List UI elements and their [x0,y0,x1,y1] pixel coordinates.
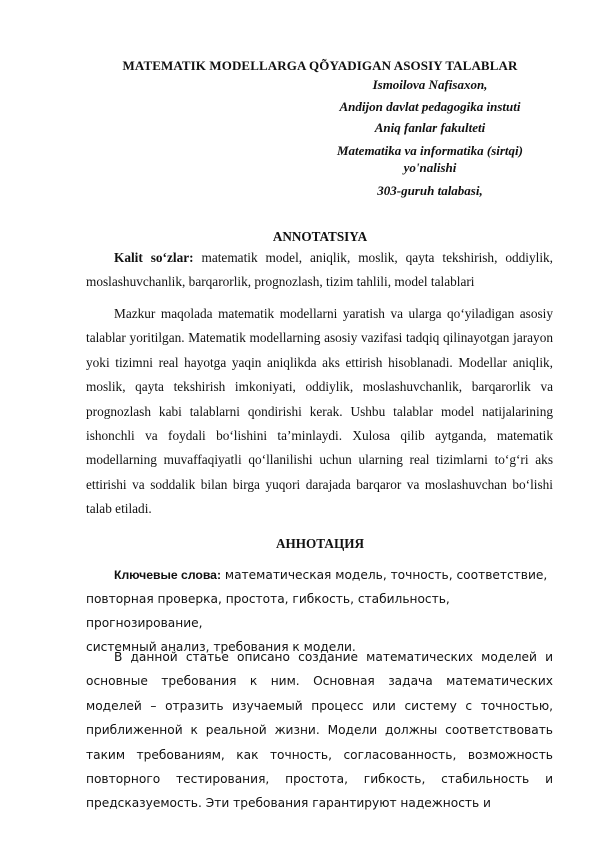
author-program [330,142,530,176]
keywords-ru-text-2: повторная проверка, простота, гибкость, стабильность, прогнозирование, [86,592,450,630]
author-faculty: Aniq fanlar fakulteti [374,120,486,135]
author-program-line1: Matematika va informatika (sirtqi) [337,142,523,158]
keywords-ru-label: Ключевые слова: [114,568,222,582]
keywords-uz [86,246,553,295]
abstract-ru-body: В данной статье описано создание математических моделей и основные требования к ним. Основная задача математических моделей – отразить изучаемый процесс или систему с точностью, приближенной к реальной жизни. Модели должны соответствовать таким требованиям, как точность, согласованность, возможность повторного тестирования, простота, гибкость, стабильность и предсказуемость. Эти требования гарантируют надежность и [86,650,553,811]
keywords-ru-line1 [86,563,553,587]
abstract-uz-body: Mazkur maqolada matematik modellarni yaratish va ularga qo‘yiladigan asosiy talablar yoritilgan. Matematik modellarning asosiy vazifasi tadqiq qilinayotgan jarayon yoki tizimni real hayotga yaqin aniqlikda aks ettirish hisoblanadi. Modellar aniqlik, moslik, qayta tekshirish imkoniyati, oddiylik, moslashuvchanlik, barqarorlik va prognozlash kabi talablarni qondirishi kerak. Ushbu talablar model natijalarining ishonchli va foydali bo‘lishini ta’minlaydi. Xulosa qilib aytganda, matematik modellarning muvaffaqiyatli qo‘llanilishi uchun ularning real tizimlarni to‘g‘ri aks ettirishi va soddalik bilan birga yuqori darajada barqaror va moslashuvchan bo‘lishi talab etiladi. [86,306,553,517]
author-name: Ismoilova Nafisaxon, [372,77,488,92]
author-group: 303-guruh talabasi, [377,182,483,198]
keywords-uz-label: Kalit so‘zlar: [114,250,194,265]
keywords-ru-text-1: математическая модель, точность, соответствие, [221,568,548,582]
author-institution: Andijon davlat pedagogika instuti [339,98,521,114]
annotation-ru-heading: АННОТАЦИЯ [276,536,364,551]
author-block [330,74,530,201]
author-program-line2: yo'nalishi [403,159,457,175]
annotation-uz-heading: ANNOTATSIYA [272,229,368,244]
keywords-ru-text-3: системный анализ, требования к модели. [86,640,356,654]
keywords-uz-text: matematik model, aniqlik, moslik, qayta tekshirish, oddiylik, moslashuvchanlik, barqarorlik, prognozlash, tizim tahlili, model talablari [86,250,553,290]
paper-title: MATEMATIK MODELLARGA QÕYADIGAN ASOSIY TALABLAR [122,58,518,73]
